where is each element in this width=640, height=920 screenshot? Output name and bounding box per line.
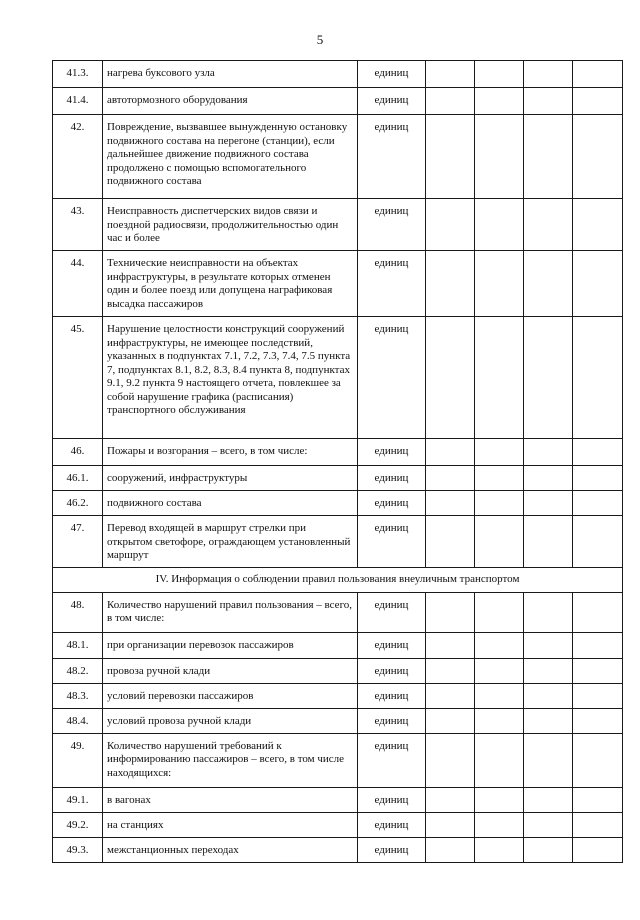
value-cell[interactable] (524, 658, 573, 683)
row-description: Количество нарушений требований к информированию пассажиров – всего, в том числе находящихся: (103, 733, 358, 787)
row-number: 41.3. (53, 61, 103, 88)
value-cell[interactable] (524, 439, 573, 466)
row-description: автотормозного оборудования (103, 88, 358, 115)
value-cell[interactable] (426, 658, 475, 683)
value-cell[interactable] (524, 88, 573, 115)
row-unit: единиц (358, 708, 426, 733)
row-number: 41.4. (53, 88, 103, 115)
value-cell[interactable] (475, 491, 524, 516)
value-cell[interactable] (524, 61, 573, 88)
row-unit: единиц (358, 491, 426, 516)
value-cell[interactable] (524, 708, 573, 733)
row-unit: единиц (358, 251, 426, 317)
value-cell[interactable] (426, 683, 475, 708)
value-cell[interactable] (573, 251, 623, 317)
value-cell[interactable] (475, 115, 524, 199)
row-description: подвижного состава (103, 491, 358, 516)
report-table (52, 60, 623, 863)
row-unit: единиц (358, 592, 426, 632)
value-cell[interactable] (475, 683, 524, 708)
row-description: Пожары и возгорания – всего, в том числе: (103, 439, 358, 466)
row-number: 46. (53, 439, 103, 466)
row-number: 48.3. (53, 683, 103, 708)
value-cell[interactable] (475, 88, 524, 115)
row-unit: единиц (358, 683, 426, 708)
page-number: 5 (316, 32, 324, 47)
value-cell[interactable] (573, 632, 623, 658)
row-unit: единиц (358, 88, 426, 115)
row-number: 45. (53, 317, 103, 439)
value-cell[interactable] (524, 837, 573, 862)
row-number: 42. (53, 115, 103, 199)
row-unit: единиц (358, 812, 426, 837)
row-number: 48.2. (53, 658, 103, 683)
row-description: Нарушение целостности конструкций сооружений инфраструктуры, не имеющее последствий, указанных в подпунктах 7.1, 7.2, 7.3, 7.4, 7.5 пункта 7, подпунктах 8.1, 8.2, 8.3, 8.4 пункта 8, подпунктах 9.1, 9.2 пункта 9 настоящего отчета, повлекшее за собой нарушение графика (расписания) транспортного обслуживания (103, 317, 358, 439)
row-description: на станциях (103, 812, 358, 837)
value-cell[interactable] (524, 466, 573, 491)
value-cell[interactable] (426, 632, 475, 658)
value-cell[interactable] (475, 516, 524, 568)
value-cell[interactable] (426, 439, 475, 466)
value-cell[interactable] (573, 812, 623, 837)
row-number: 49.1. (53, 787, 103, 812)
value-cell[interactable] (524, 592, 573, 632)
value-cell[interactable] (524, 733, 573, 787)
row-unit: единиц (358, 733, 426, 787)
value-cell[interactable] (426, 466, 475, 491)
row-description: межстанционных переходах (103, 837, 358, 862)
value-cell[interactable] (475, 317, 524, 439)
value-cell[interactable] (524, 787, 573, 812)
value-cell[interactable] (524, 516, 573, 568)
table-row (53, 632, 623, 658)
value-cell[interactable] (426, 592, 475, 632)
row-number: 46.1. (53, 466, 103, 491)
value-cell[interactable] (426, 115, 475, 199)
table-row (53, 466, 623, 491)
row-unit: единиц (358, 658, 426, 683)
value-cell[interactable] (426, 88, 475, 115)
row-number: 47. (53, 516, 103, 568)
row-unit: единиц (358, 787, 426, 812)
value-cell[interactable] (524, 812, 573, 837)
value-cell[interactable] (573, 787, 623, 812)
table-row (53, 658, 623, 683)
row-unit: единиц (358, 115, 426, 199)
row-unit: единиц (358, 516, 426, 568)
value-cell[interactable] (524, 317, 573, 439)
value-cell[interactable] (475, 733, 524, 787)
table-row (53, 812, 623, 837)
value-cell[interactable] (426, 733, 475, 787)
value-cell[interactable] (573, 708, 623, 733)
table-row (53, 439, 623, 466)
table-row (53, 61, 623, 88)
table-row (53, 837, 623, 862)
row-number: 48.1. (53, 632, 103, 658)
value-cell[interactable] (475, 787, 524, 812)
table-row (53, 683, 623, 708)
value-cell[interactable] (426, 199, 475, 251)
table-row (53, 115, 623, 199)
table-row (53, 708, 623, 733)
table-row (53, 317, 623, 439)
row-description: Количество нарушений правил пользования – всего, в том числе: (103, 592, 358, 632)
value-cell[interactable] (426, 708, 475, 733)
value-cell[interactable] (475, 658, 524, 683)
value-cell[interactable] (524, 683, 573, 708)
row-number: 49. (53, 733, 103, 787)
value-cell[interactable] (573, 658, 623, 683)
table-row (53, 491, 623, 516)
table-row (53, 787, 623, 812)
row-unit: единиц (358, 199, 426, 251)
value-cell[interactable] (524, 251, 573, 317)
value-cell[interactable] (573, 466, 623, 491)
value-cell[interactable] (426, 787, 475, 812)
value-cell[interactable] (524, 491, 573, 516)
row-number: 49.2. (53, 812, 103, 837)
section-title: IV. Информация о соблюдении правил пользования внеуличным транспортом (53, 568, 623, 593)
value-cell[interactable] (573, 199, 623, 251)
value-cell[interactable] (524, 632, 573, 658)
row-description: Перевод входящей в маршрут стрелки при открытом светофоре, ограждающем установленный маршрут (103, 516, 358, 568)
value-cell[interactable] (573, 439, 623, 466)
value-cell[interactable] (573, 592, 623, 632)
value-cell[interactable] (573, 115, 623, 199)
row-unit: единиц (358, 317, 426, 439)
row-description: провоза ручной клади (103, 658, 358, 683)
row-unit: единиц (358, 61, 426, 88)
value-cell[interactable] (524, 115, 573, 199)
row-unit: единиц (358, 466, 426, 491)
row-unit: единиц (358, 837, 426, 862)
row-description: Повреждение, вызвавшее вынужденную остановку подвижного состава на перегоне (станции), если дальнейшее движение подвижного состава продолжено с помощью вспомогательного подвижного состава (103, 115, 358, 199)
row-description: Технические неисправности на объектах инфраструктуры, в результате которых отменен один и более поезд или допущена награфиковая высадка пассажиров (103, 251, 358, 317)
row-number: 44. (53, 251, 103, 317)
row-description: при организации перевозок пассажиров (103, 632, 358, 658)
value-cell[interactable] (475, 439, 524, 466)
value-cell[interactable] (475, 708, 524, 733)
row-unit: единиц (358, 632, 426, 658)
row-unit: единиц (358, 439, 426, 466)
row-description: сооружений, инфраструктуры (103, 466, 358, 491)
value-cell[interactable] (573, 317, 623, 439)
table-row (53, 199, 623, 251)
section-header-row (53, 568, 623, 593)
value-cell[interactable] (573, 733, 623, 787)
value-cell[interactable] (475, 812, 524, 837)
table-row (53, 592, 623, 632)
value-cell[interactable] (475, 61, 524, 88)
value-cell[interactable] (475, 592, 524, 632)
value-cell[interactable] (573, 61, 623, 88)
row-description: Неисправность диспетчерских видов связи и поездной радиосвязи, продолжительностью один час и более (103, 199, 358, 251)
value-cell[interactable] (475, 199, 524, 251)
table-row (53, 251, 623, 317)
value-cell[interactable] (426, 317, 475, 439)
row-number: 49.3. (53, 837, 103, 862)
value-cell[interactable] (573, 516, 623, 568)
row-description: в вагонах (103, 787, 358, 812)
value-cell[interactable] (426, 251, 475, 317)
value-cell[interactable] (573, 837, 623, 862)
value-cell[interactable] (426, 491, 475, 516)
table-row (53, 516, 623, 568)
table-row (53, 733, 623, 787)
row-number: 43. (53, 199, 103, 251)
table-row (53, 88, 623, 115)
value-cell[interactable] (475, 632, 524, 658)
value-cell[interactable] (524, 199, 573, 251)
value-cell[interactable] (573, 683, 623, 708)
value-cell[interactable] (426, 837, 475, 862)
row-description: нагрева буксового узла (103, 61, 358, 88)
value-cell[interactable] (426, 516, 475, 568)
row-description: условий провоза ручной клади (103, 708, 358, 733)
value-cell[interactable] (475, 251, 524, 317)
value-cell[interactable] (426, 812, 475, 837)
value-cell[interactable] (573, 491, 623, 516)
row-number: 48.4. (53, 708, 103, 733)
value-cell[interactable] (573, 88, 623, 115)
row-description: условий перевозки пассажиров (103, 683, 358, 708)
row-number: 48. (53, 592, 103, 632)
value-cell[interactable] (426, 61, 475, 88)
value-cell[interactable] (475, 466, 524, 491)
value-cell[interactable] (475, 837, 524, 862)
row-number: 46.2. (53, 491, 103, 516)
